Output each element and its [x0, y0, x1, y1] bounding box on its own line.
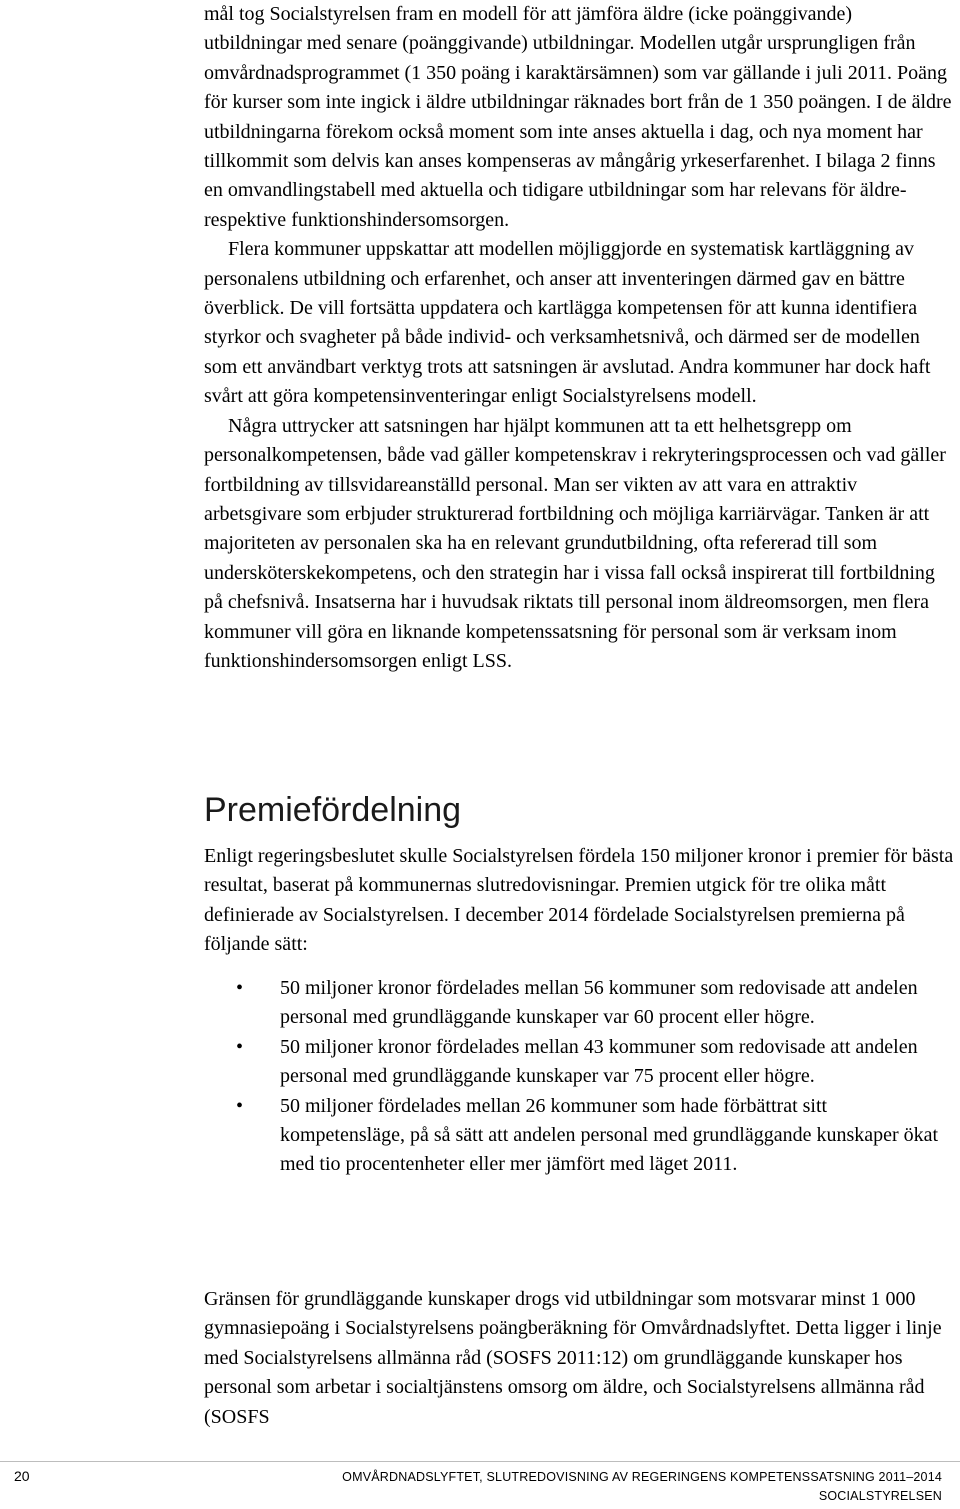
- list-item: [204, 974, 954, 1033]
- footer-divider: [0, 1461, 960, 1462]
- bullet-icon: •: [236, 1035, 244, 1058]
- bullet-icon: •: [236, 1094, 244, 1117]
- list-item-text: 50 miljoner fördelades mellan 26 kommuner som hade förbättrat sitt kompetensläge, på så sätt att andelen personal med grundläggande kunskaper ökat med tio procentenheter eller mer jämfört med läget 2011.: [280, 1094, 939, 1176]
- list-item-text: 50 miljoner kronor fördelades mellan 56 kommuner som redovisade att andelen personal med grundläggande kunskaper var 60 procent eller högre.: [280, 977, 918, 1029]
- closing-block: [204, 1285, 954, 1432]
- footer-report-title: OMVÅRDNADSLYFTET, SLUTREDOVISNING AV REGERINGENS KOMPETENSSATSNING 2011–2014: [342, 1470, 942, 1484]
- paragraph-basic-knowledge-threshold: Gränsen för grundläggande kunskaper drogs vid utbildningar som motsvarar minst 1 000 gymnasiepoäng i Socialstyrelsens poängberäkning för Omvårdnadslyftet. Detta ligger i linje med Socialstyrelsens allmänna råd (SOSFS 2011:12) om grundläggande kunskaper hos personal som arbetar i socialtjänstens omsorg om äldre, och Socialstyrelsens allmänna råd (SOSFS: [204, 1288, 942, 1428]
- section-heading: Premiefördelning: [204, 791, 462, 829]
- page-number: 20: [14, 1468, 30, 1484]
- section-intro-block: [204, 842, 954, 960]
- list-item-text: 50 miljoner kronor fördelades mellan 43 kommuner som redovisade att andelen personal med grundläggande kunskaper var 75 procent eller högre.: [280, 1035, 918, 1088]
- paragraph-municipality-views: Flera kommuner uppskattar att modellen möjliggjorde en systematisk kartläggning av personalens utbildning och erfarenhet, och anser att inventeringen därmed gav en bättre överblick. De vill fortsätta uppdatera och kartlägga kompetensen för att kunna identifiera styrkor och svagheter på både individ- och verksamhetsnivå, och därmed ser de modellen som ett användbart verktyg trots att satsningen är avslutad. Andra kommuner har dock haft svårt att göra kompetensinventeringar enligt Socialstyrelsens modell.: [204, 238, 931, 408]
- paragraph-holistic-approach: Några uttrycker att satsningen har hjälpt kommunen att ta ett helhetsgrepp om personalkompetensen, både vad gäller kompetenskrav i rekryteringsprocessen och vad gäller fortbildning av tillsvidareanställd personal. Man ser vikten av att vara en attraktiv arbetsgivare som erbjuder strukturerad fortbildning och möjliga karriärvägar. Tanken är att majoriteten av personalen ska ha en relevant grundutbildning, ofta refererad till som undersköterskekompetens, och den strategin har i vissa fall också inspirerat till fortbildning på chefsnivå. Insatserna har i huvudsak riktats till personal inom äldreomsorgen, men flera kommuner vill göra en liknande kompetenssatsning för personal som är verksam inom funktionshindersomsorgen enligt LSS.: [204, 414, 946, 672]
- list-item: [204, 1033, 954, 1092]
- premium-bullet-list: [204, 974, 954, 1180]
- footer-publisher: SOCIALSTYRELSEN: [818, 1489, 942, 1503]
- list-item: [204, 1092, 954, 1180]
- paragraph-premium-intro: Enligt regeringsbeslutet skulle Socialstyrelsen fördela 150 miljoner kronor i premier för bästa resultat, baserat på kommunernas slutredovisningar. Premien utgick för tre olika mått definierade av Socialstyrelsen. I december 2014 fördelade Socialstyrelsen premierna på följande sätt:: [204, 845, 954, 956]
- body-text: [204, 0, 954, 676]
- bullet-icon: •: [236, 977, 244, 999]
- paragraph-model-description: mål tog Socialstyrelsen fram en modell för att jämföra äldre (icke poänggivande) utbildningar med senare (poänggivande) utbildningar. Modellen utgår ursprungligen från omvårdnadsprogrammet (1 350 poäng i karaktärsämnen) som var gällande i juli 2011. Poäng för kurser som inte ingick i äldre utbildningar räknades bort från de 1 350 poängen. I de äldre utbildningarna förekom också moment som inte anses aktuella i dag, och nya moment har tillkommit som delvis kan anses kompenseras av mångårig yrkeserfarenhet. I bilaga 2 finns en omvandlingstabell med aktuella och tidigare utbildningar som har relevans för äldre- respektive funktionshindersomsorgen.: [204, 3, 952, 231]
- running-footer: [242, 1468, 942, 1506]
